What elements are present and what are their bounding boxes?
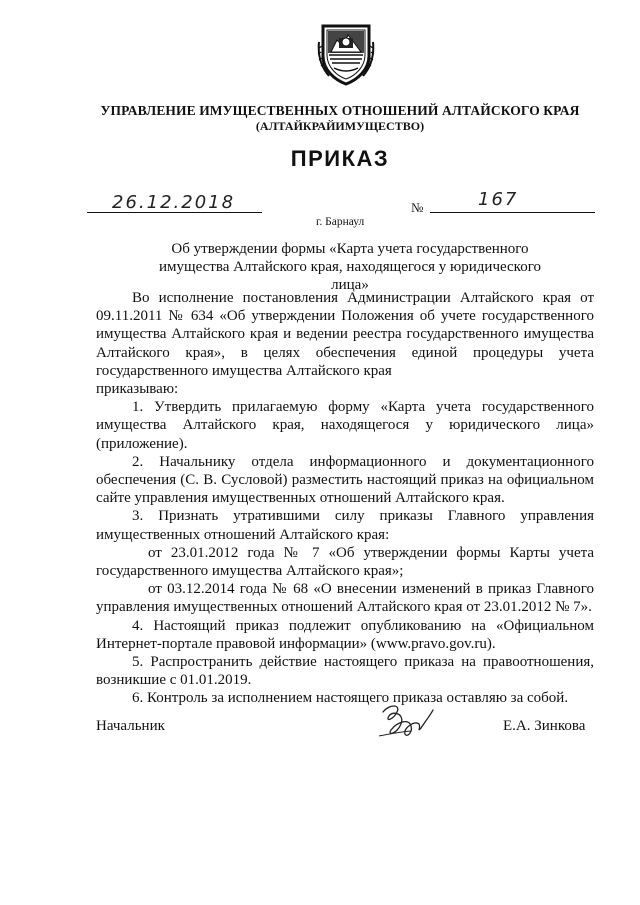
order-date: 26.12.2018 [112, 192, 236, 213]
city: г. Барнаул [316, 216, 365, 228]
order-body [96, 289, 594, 708]
organization-short-name: (АЛТАЙКРАЙИМУЩЕСТВО) [255, 119, 425, 133]
signatory-name: Е.А. Зинкова [503, 718, 586, 734]
order-subject: Об утверждении формы «Карта учета государственного имущества Алтайского края, находящегося у юридического лица» [159, 241, 541, 293]
order-item-4: 4. Настоящий приказ подлежит опубликованию на «Официальном Интернет-портале правовой информации» (www.pravo.gov.ru). [96, 617, 594, 652]
number-label: № [411, 200, 424, 215]
order-number: 167 [478, 189, 519, 210]
order-item-3a: от 23.01.2012 года № 7 «Об утверждении формы Карты учета государственного имущества Алтайского края»; [96, 544, 594, 580]
number-underline [430, 212, 595, 213]
document-title: ПРИКАЗ [290, 146, 390, 171]
organization-name: УПРАВЛЕНИЕ ИМУЩЕСТВЕННЫХ ОТНОШЕНИЙ АЛТАЙСКОГО КРАЯ [100, 103, 580, 118]
order-item-3: 3. Признать утратившими силу приказы Главного управления имущественных отношений Алтайского края: [96, 508, 594, 543]
signatory-role: Начальник [96, 718, 165, 734]
handwritten-signature [375, 700, 437, 742]
order-item-5: 5. Распространить действие настоящего приказа на правоотношения, возникшие с 01.01.2019. [96, 654, 594, 689]
preamble-paragraph: Во исполнение постановления Администрации Алтайского края от 09.11.2011 № 634 «Об утверждении Положения об учете государственного имущества Алтайского края и ведении реестра государственного имущества Алтайского края», в целях обеспечения единой процедуры учета государственного имущества Алтайского края [96, 290, 594, 379]
order-item-6: 6. Контроль за исполнением настоящего приказа оставляю за собой. [132, 690, 569, 707]
order-word: приказываю: [96, 381, 179, 398]
order-item-2: 2. Начальнику отдела информационного и документационного обеспечения (С. В. Сусловой) разместить настоящий приказ на официальном сайте управления имущественных отношений Алтайского края. [96, 453, 594, 507]
date-underline [87, 212, 262, 213]
order-item-1: 1. Утвердить прилагаемую форму «Карта учета государственного имущества Алтайского края, находящегося у юридического лица» (приложение). [96, 399, 594, 452]
order-item-3b: от 03.12.2014 года № 68 «О внесении изменений в приказ Главного управления имущественных отношений Алтайского края от 23.01.2012 № 7». [96, 581, 594, 616]
coat-of-arms-emblem [317, 22, 375, 86]
